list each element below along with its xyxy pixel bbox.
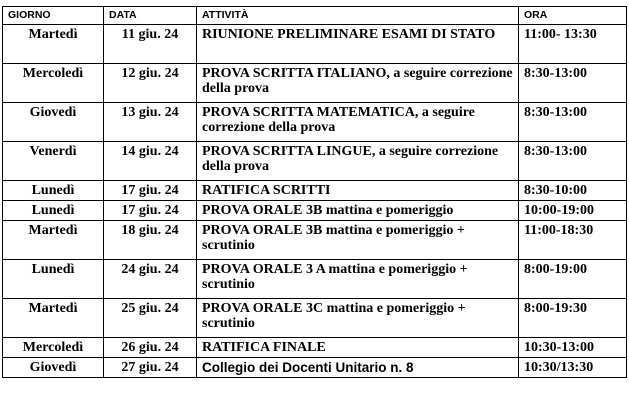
header-data: DATA [104,7,197,25]
cell-giorno: Mercoledì [3,338,104,358]
cell-ora: 10:30/13:30 [519,358,627,378]
cell-ora: 10:30-13:00 [519,338,627,358]
cell-data: 27 giu. 24 [104,358,197,378]
cell-attivita: RATIFICA SCRITTI [197,181,519,201]
cell-ora: 8:30-13:00 [519,103,627,142]
cell-ora: 8:30-13:00 [519,64,627,103]
cell-data: 17 giu. 24 [104,201,197,221]
cell-giorno: Venerdì [3,142,104,181]
cell-giorno: Martedì [3,221,104,260]
cell-ora: 8:30-13:00 [519,142,627,181]
header-row [3,7,627,25]
table-row [3,25,627,64]
cell-ora: 11:00- 13:30 [519,25,627,64]
cell-ora: 8:00-19:30 [519,299,627,338]
schedule-table [2,6,627,378]
cell-attivita: PROVA ORALE 3 A mattina e pomeriggio + scrutinio [197,260,519,299]
table-row [3,103,627,142]
cell-attivita: PROVA ORALE 3C mattina e pomeriggio + scrutinio [197,299,519,338]
cell-giorno: Giovedì [3,358,104,378]
table-row [3,64,627,103]
header-giorno: GIORNO [3,7,104,25]
table-row [3,201,627,221]
cell-attivita: Collegio dei Docenti Unitario n. 8 [197,358,519,378]
table-row [3,338,627,358]
cell-giorno: Giovedì [3,103,104,142]
cell-attivita: PROVA SCRITTA ITALIANO, a seguire correzione della prova [197,64,519,103]
cell-data: 25 giu. 24 [104,299,197,338]
cell-giorno: Lunedì [3,181,104,201]
cell-attivita: RATIFICA FINALE [197,338,519,358]
cell-ora: 8:00-19:00 [519,260,627,299]
cell-data: 17 giu. 24 [104,181,197,201]
table-row [3,299,627,338]
cell-attivita: PROVA SCRITTA LINGUE, a seguire correzione della prova [197,142,519,181]
table-row [3,142,627,181]
table-row [3,221,627,260]
cell-giorno: Martedì [3,25,104,64]
cell-data: 18 giu. 24 [104,221,197,260]
cell-data: 26 giu. 24 [104,338,197,358]
header-attivita: ATTIVITÀ [197,7,519,25]
cell-data: 13 giu. 24 [104,103,197,142]
cell-attivita: RIUNIONE PRELIMINARE ESAMI DI STATO [197,25,519,64]
table-row [3,358,627,378]
cell-giorno: Mercoledì [3,64,104,103]
header-ora: ORA [519,7,627,25]
cell-data: 14 giu. 24 [104,142,197,181]
cell-ora: 10:00-19:00 [519,201,627,221]
cell-attivita: PROVA ORALE 3B mattina e pomeriggio + scrutinio [197,221,519,260]
cell-attivita: PROVA SCRITTA MATEMATICA, a seguire correzione della prova [197,103,519,142]
cell-ora: 8:30-10:00 [519,181,627,201]
table-row [3,181,627,201]
cell-data: 24 giu. 24 [104,260,197,299]
cell-ora: 11:00-18:30 [519,221,627,260]
cell-giorno: Lunedì [3,201,104,221]
cell-data: 11 giu. 24 [104,25,197,64]
cell-giorno: Lunedì [3,260,104,299]
cell-attivita: PROVA ORALE 3B mattina e pomeriggio [197,201,519,221]
cell-giorno: Martedì [3,299,104,338]
cell-data: 12 giu. 24 [104,64,197,103]
table-row [3,260,627,299]
